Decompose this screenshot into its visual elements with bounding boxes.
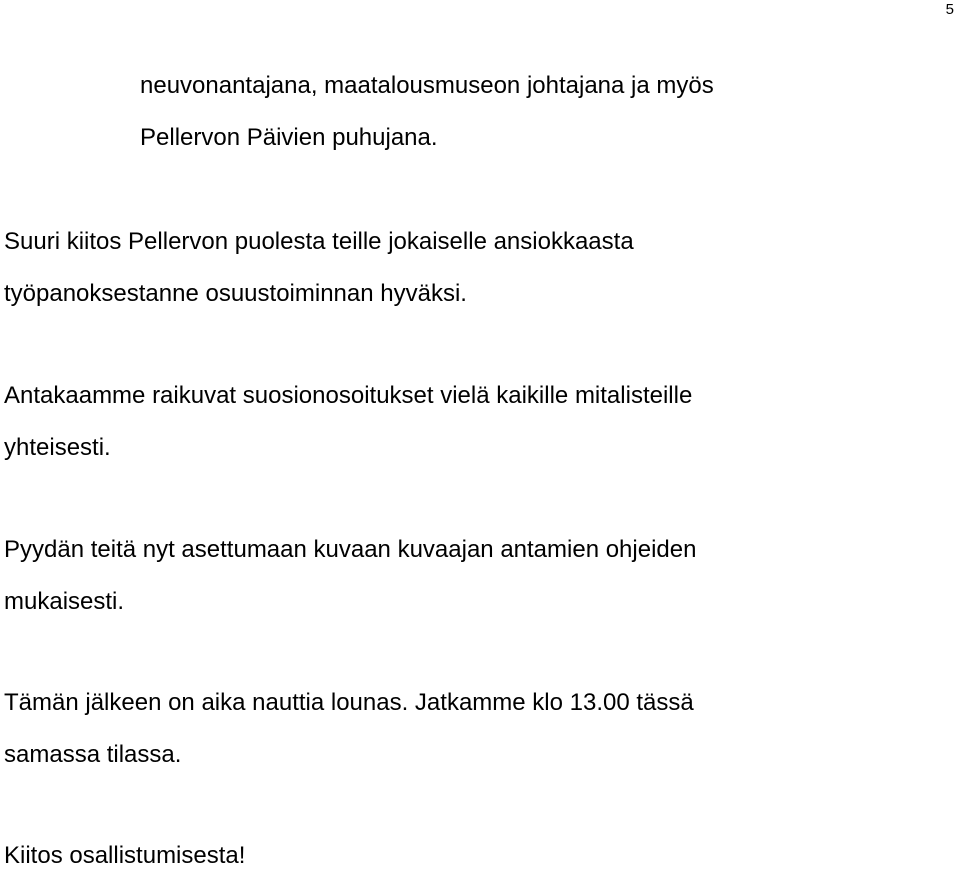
paragraph-thanks — [4, 216, 634, 320]
paragraph-closing — [4, 830, 245, 882]
text-line: Tämän jälkeen on aika nauttia lounas. Jatkamme klo 13.00 tässä — [4, 689, 694, 716]
paragraph-lunch — [4, 677, 694, 781]
paragraph-applause — [4, 370, 692, 474]
text-line: työpanoksestanne osuustoiminnan hyväksi. — [4, 280, 467, 307]
text-line: samassa tilassa. — [4, 741, 182, 768]
text-line: mukaisesti. — [4, 588, 125, 615]
text-line: neuvonantajana, maatalousmuseon johtajana ja myös — [140, 72, 714, 99]
text-line: Pyydän teitä nyt asettumaan kuvaan kuvaajan antamien ohjeiden — [4, 536, 697, 563]
text-line: Pellervon Päivien puhujana. — [140, 124, 438, 151]
text-line: Kiitos osallistumisesta! — [4, 842, 246, 869]
paragraph-photo-instructions — [4, 524, 696, 628]
page-number: 5 — [945, 1, 954, 18]
text-line: yhteisesti. — [4, 434, 111, 461]
text-line: Antakaamme raikuvat suosionosoitukset vielä kaikille mitalisteille — [4, 382, 693, 409]
text-line: Suuri kiitos Pellervon puolesta teille jokaiselle ansiokkaasta — [4, 228, 634, 255]
paragraph-speaker-intro — [140, 60, 714, 164]
